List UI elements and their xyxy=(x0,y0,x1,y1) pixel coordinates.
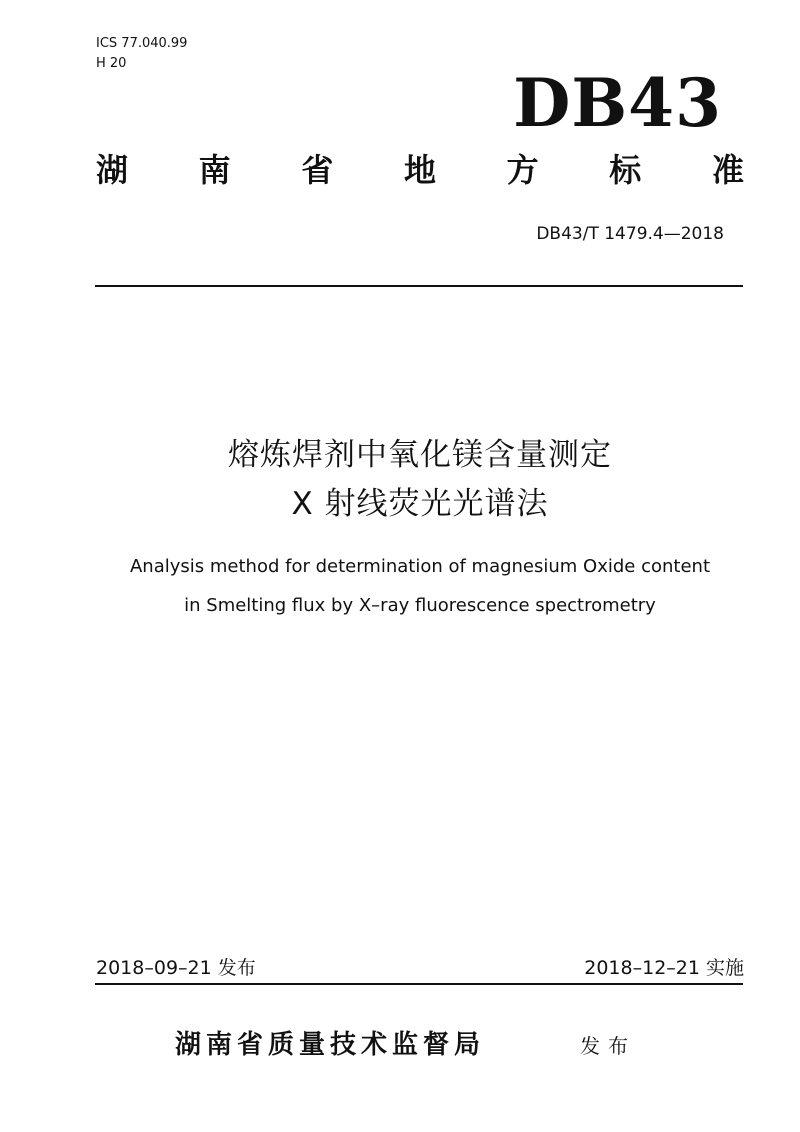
standard-type-char: 标 xyxy=(609,151,642,189)
english-title-line-1: Analysis method for determination of magnesium Oxide content xyxy=(129,556,711,577)
publisher-name: 湖南省质量技术监督局 xyxy=(175,1030,486,1060)
chinese-title-line-1: 熔炼焊剂中氧化镁含量测定 xyxy=(228,437,612,473)
ics-code: ICS 77.040.99 xyxy=(96,36,188,51)
publish-label: 发布 xyxy=(580,1034,636,1058)
bottom-divider xyxy=(95,983,743,985)
standard-type-char: 准 xyxy=(711,151,744,189)
chinese-title-line-2: X 射线荧光光谱法 xyxy=(291,486,549,522)
db-logo: DB43 xyxy=(513,64,722,142)
classification-code: H 20 xyxy=(96,56,127,71)
standard-type-heading xyxy=(96,150,744,190)
implementation-date: 2018–12–21 实施 xyxy=(584,957,744,979)
english-title-line-2: in Smelting flux by X–ray fluorescence spectrometry xyxy=(184,595,656,616)
issue-date: 2018–09–21 发布 xyxy=(96,957,256,979)
standard-code: DB43/T 1479.4—2018 xyxy=(536,224,724,244)
standard-type-char: 省 xyxy=(301,151,334,189)
standard-type-char: 南 xyxy=(198,151,231,189)
standard-type-char: 湖 xyxy=(96,151,129,189)
standard-type-char: 方 xyxy=(506,151,539,189)
top-divider xyxy=(95,285,743,287)
standard-type-char: 地 xyxy=(403,151,436,189)
